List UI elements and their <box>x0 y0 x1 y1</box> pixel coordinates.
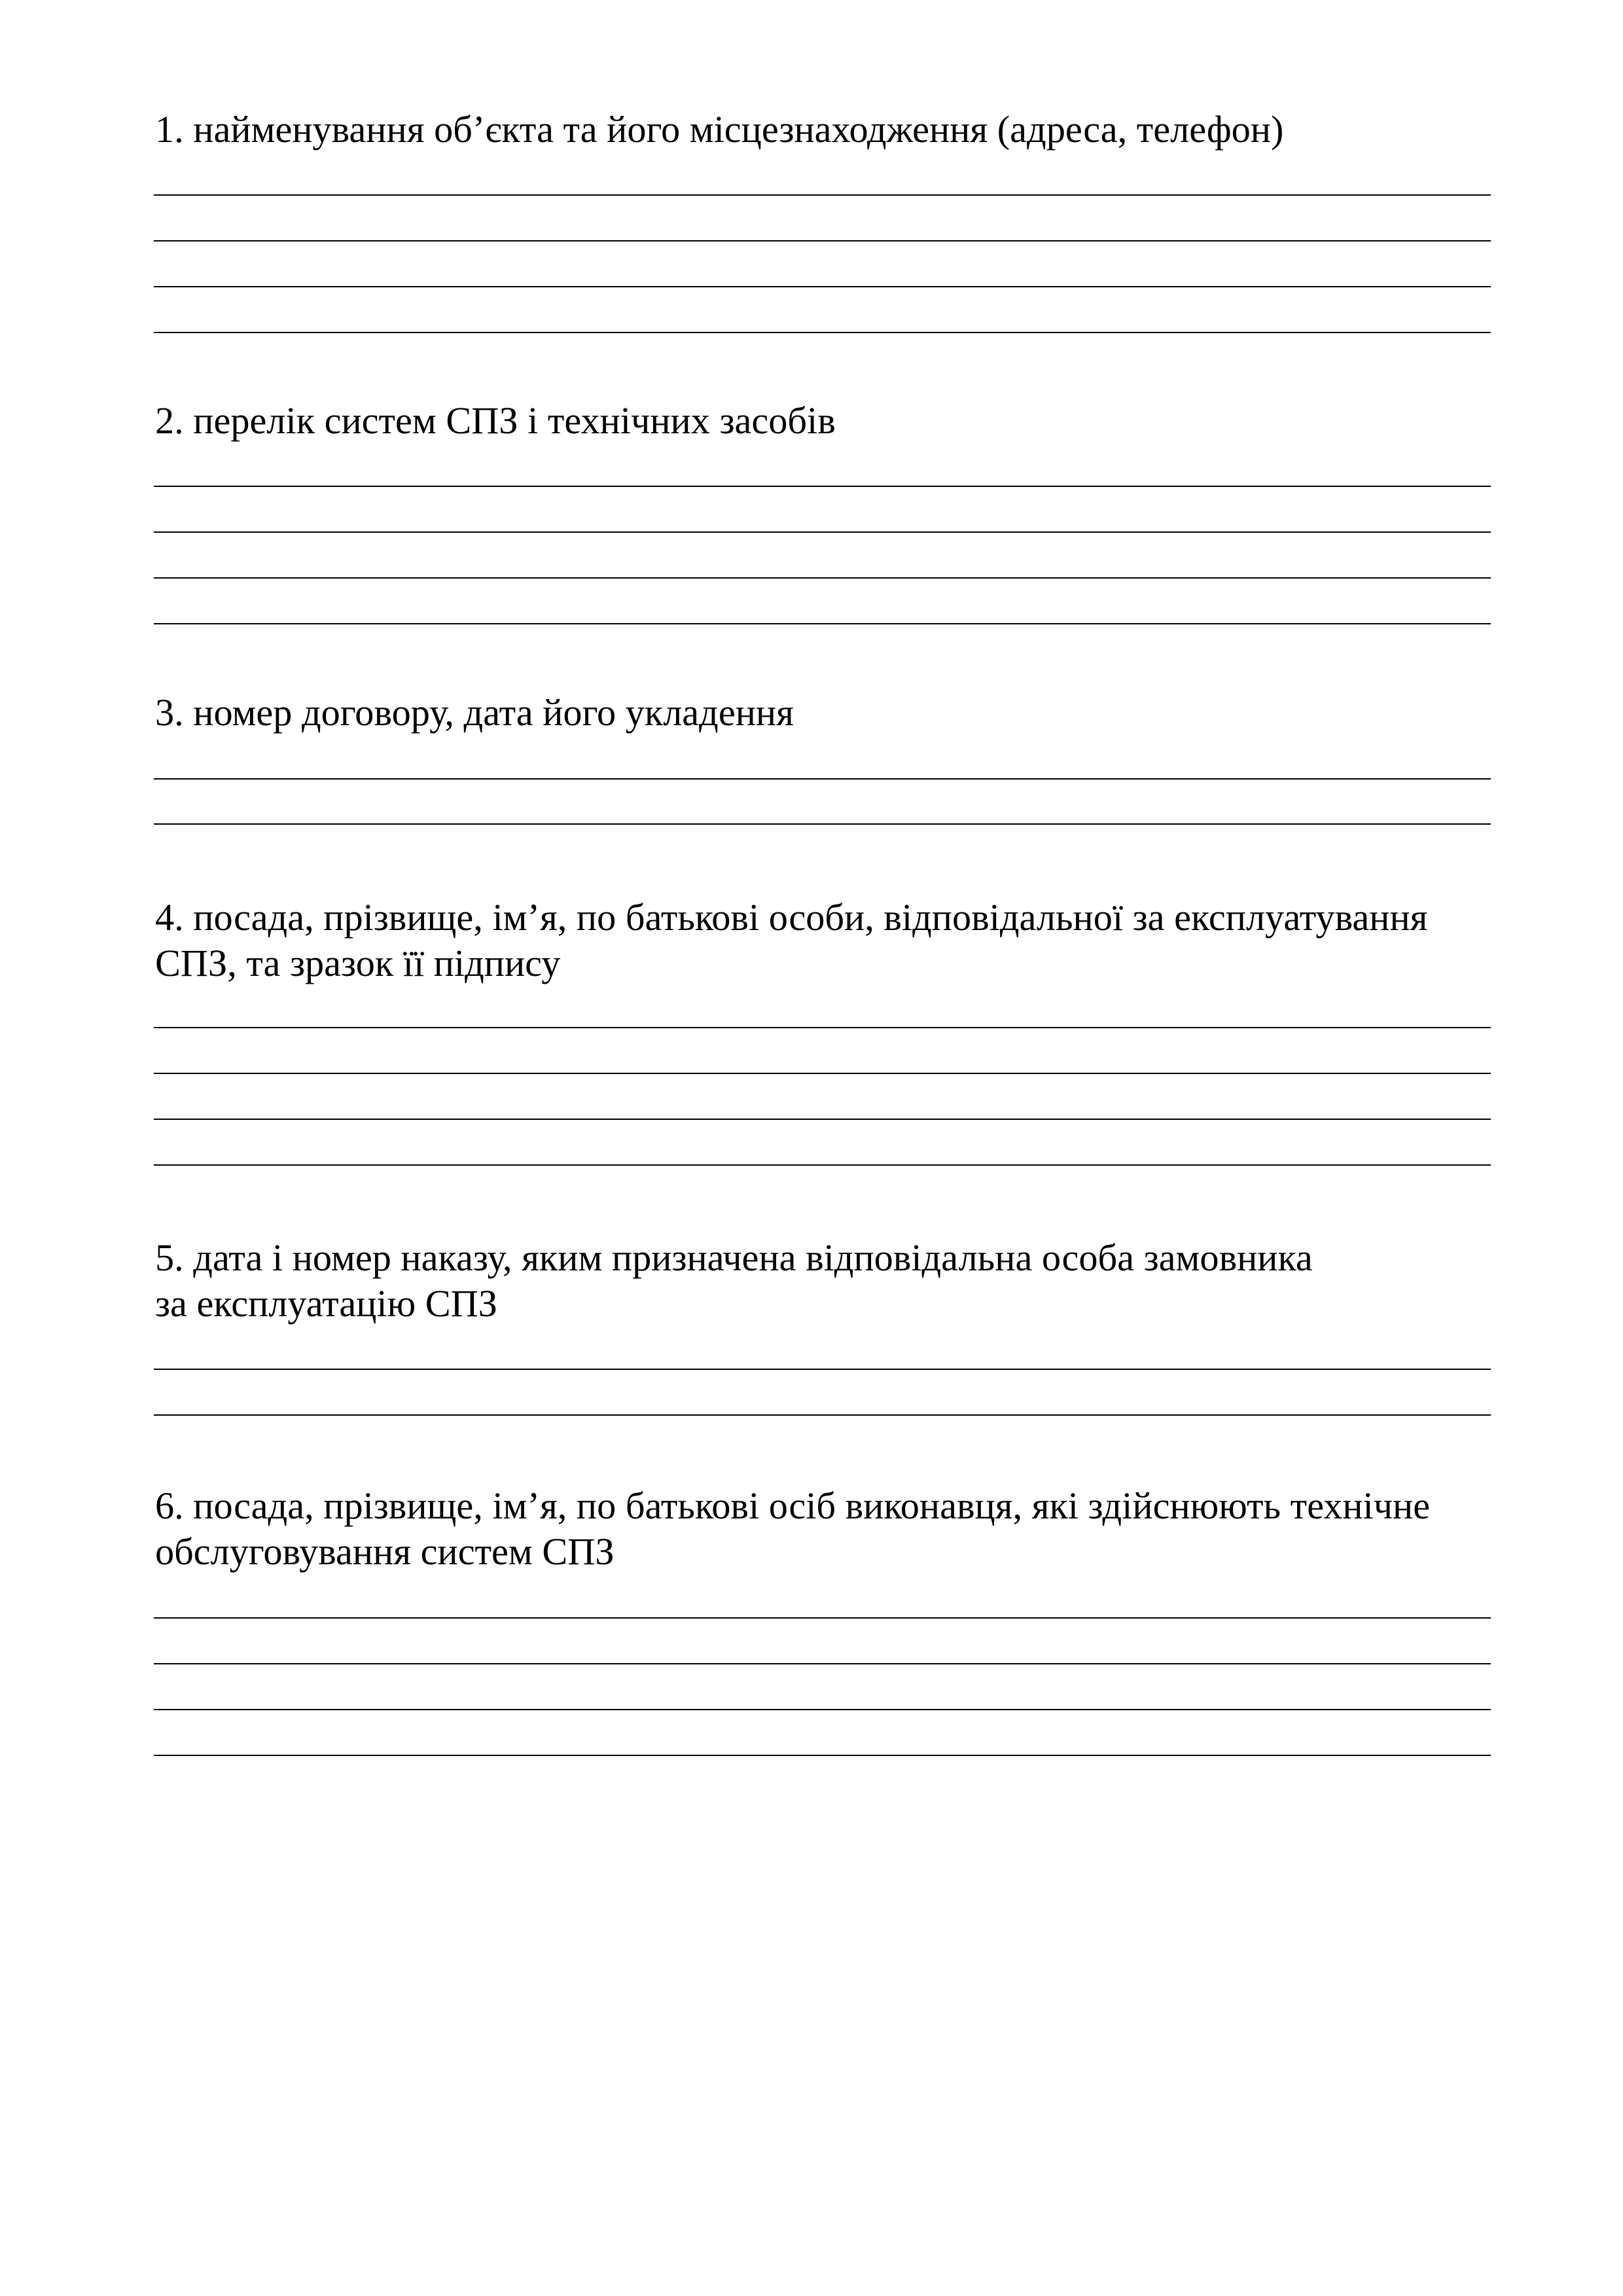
section-6-fill-line[interactable] <box>154 1709 1491 1710</box>
section-4-fill-line[interactable] <box>154 1073 1491 1074</box>
section-5-heading-line: за експлуатацію СПЗ <box>155 1282 497 1325</box>
section-4-heading-line: СПЗ, та зразок її підпису <box>155 942 561 984</box>
section-1-heading-line: 1. найменування об’єкта та його місцезнаходження (адреса, телефон) <box>155 108 1284 151</box>
section-1-fill-line[interactable] <box>154 332 1491 333</box>
section-2-heading <box>155 398 1492 444</box>
section-6-heading-line: обслуговування систем СПЗ <box>155 1530 615 1573</box>
section-4-fill-line[interactable] <box>154 1119 1491 1120</box>
section-4-fill-line[interactable] <box>154 1027 1491 1028</box>
section-3-heading-line: 3. номер договору, дата його укладення <box>155 691 794 734</box>
section-6-heading <box>155 1483 1492 1575</box>
section-2-fill-line[interactable] <box>154 486 1491 487</box>
section-6-fill-line[interactable] <box>154 1617 1491 1619</box>
section-3-fill-line[interactable] <box>154 823 1491 825</box>
section-5-fill-line[interactable] <box>154 1414 1491 1416</box>
section-6-fill-line[interactable] <box>154 1663 1491 1664</box>
section-1-fill-line[interactable] <box>154 194 1491 196</box>
section-4-heading <box>155 895 1492 986</box>
section-1-fill-line[interactable] <box>154 240 1491 242</box>
section-2-fill-line[interactable] <box>154 577 1491 579</box>
section-3-fill-line[interactable] <box>154 778 1491 780</box>
section-2-fill-line[interactable] <box>154 623 1491 624</box>
section-6-fill-line[interactable] <box>154 1755 1491 1756</box>
section-5-heading <box>155 1235 1492 1327</box>
section-5-fill-line[interactable] <box>154 1369 1491 1370</box>
section-6-heading-line: 6. посада, прізвище, ім’я, по батькові осіб виконавця, які здійснюють технічне <box>155 1484 1431 1527</box>
section-4-heading-line: 4. посада, прізвище, ім’я, по батькові особи, відповідальної за експлуатування <box>155 896 1428 939</box>
section-1-heading <box>155 107 1492 152</box>
section-2-heading-line: 2. перелік систем СПЗ і технічних засобів <box>155 399 836 442</box>
section-4-fill-line[interactable] <box>154 1164 1491 1166</box>
section-5-heading-line: 5. дата і номер наказу, яким призначена відповідальна особа замовника <box>155 1236 1313 1279</box>
section-3-heading <box>155 690 1492 736</box>
section-2-fill-line[interactable] <box>154 531 1491 533</box>
section-1-fill-line[interactable] <box>154 286 1491 287</box>
